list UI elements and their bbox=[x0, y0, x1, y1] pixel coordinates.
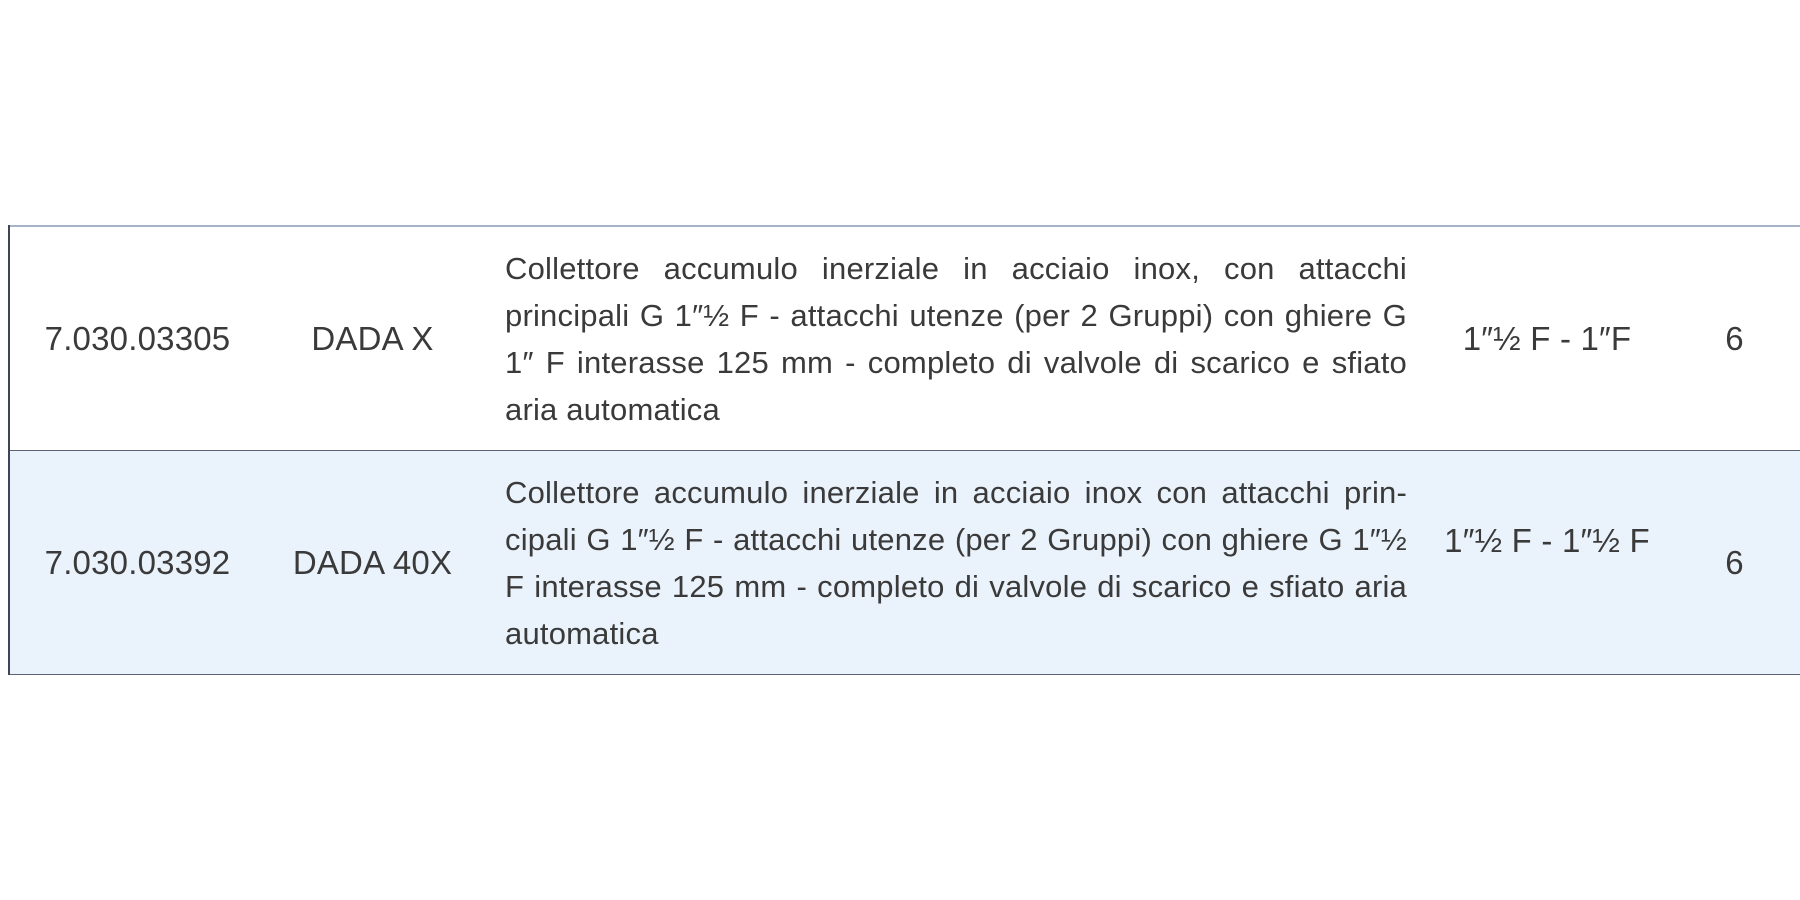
product-description: Collettore accumulo inerziale in acciaio inox con attacchi prin-cipali G 1″½ F - attacchi utenze (per 2 Gruppi) con ghiere G 1″½ F interasse 125 mm - completo di valvole di scarico e sfiato aria automatica bbox=[505, 474, 1407, 651]
product-description: Collettore accumulo inerziale in acciaio inox, con attacchi principali G 1″½ F - attacchi utenze (per 2 Gruppi) con ghiere G 1″ F interasse 125 mm - completo di valvole di scarico e sfiato aria automatica bbox=[505, 250, 1407, 427]
product-model: DADA X bbox=[311, 319, 434, 357]
table-row bbox=[10, 227, 1800, 451]
product-code: 7.030.03305 bbox=[44, 319, 231, 357]
product-table bbox=[8, 225, 1800, 675]
product-code: 7.030.03392 bbox=[44, 543, 231, 581]
product-connections: 1″½ F - 1″F bbox=[1462, 319, 1632, 357]
product-quantity: 6 bbox=[1725, 543, 1744, 581]
product-model: DADA 40X bbox=[292, 543, 453, 581]
product-connections: 1″½ F - 1″½ F bbox=[1444, 521, 1650, 559]
product-quantity: 6 bbox=[1725, 319, 1744, 357]
table-row bbox=[10, 451, 1800, 675]
